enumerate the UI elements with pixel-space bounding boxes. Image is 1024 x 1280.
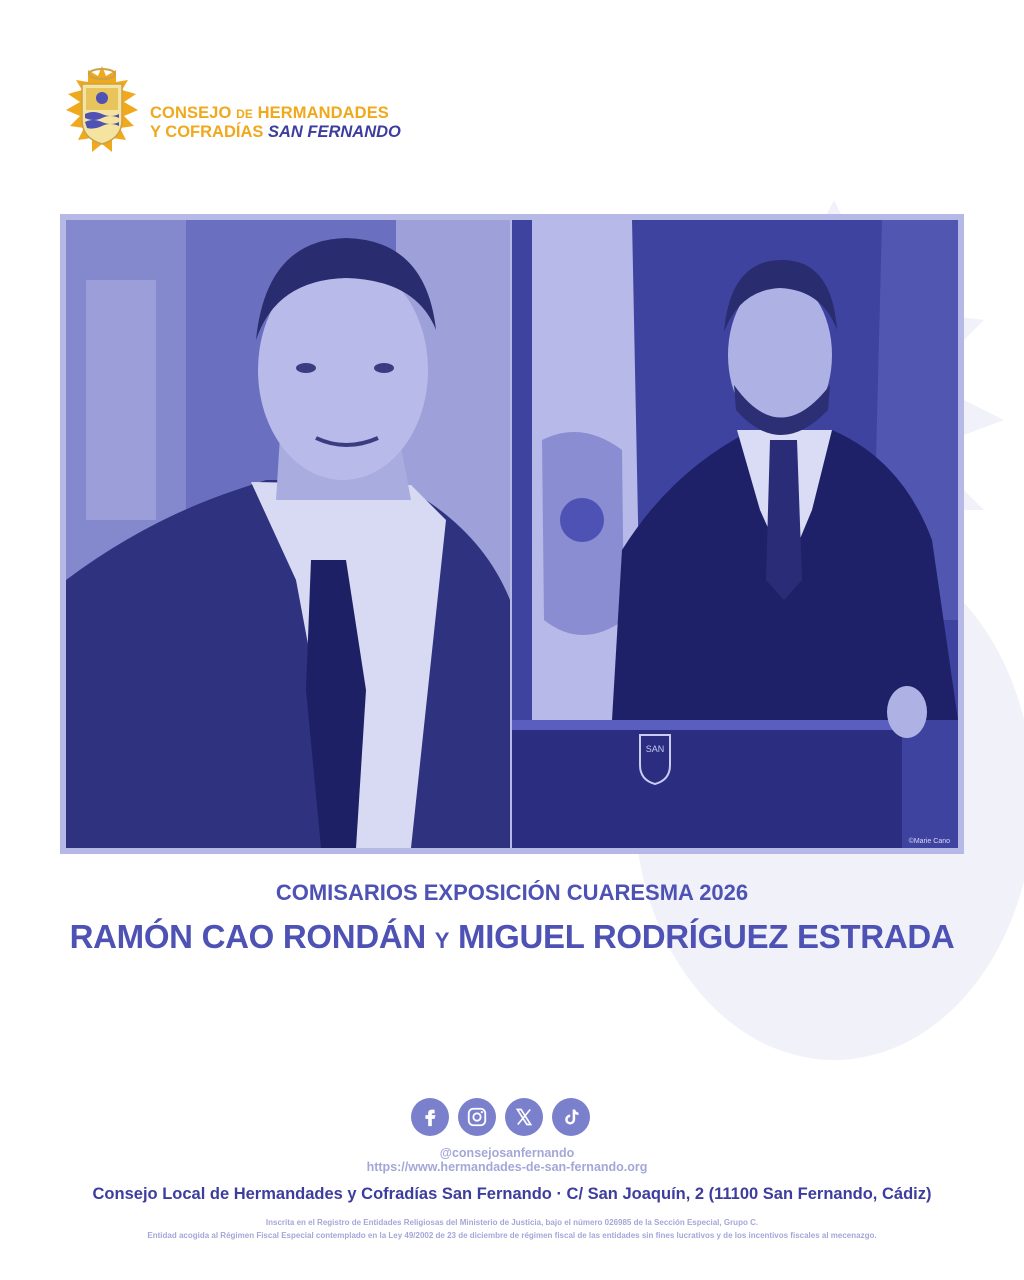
logo-text-cofradias: Y COFRADÍAS xyxy=(150,123,264,141)
portrait-left xyxy=(66,220,510,848)
curators-title xyxy=(0,918,1024,956)
x-icon[interactable] xyxy=(505,1098,543,1136)
curator-name-2: MIGUEL RODRÍGUEZ ESTRADA xyxy=(458,918,955,955)
curator-name-1: RAMÓN CAO RONDÁN xyxy=(69,918,426,955)
instagram-icon[interactable] xyxy=(458,1098,496,1136)
portrait-left-image xyxy=(66,220,510,848)
website-link[interactable]: https://www.hermandades-de-san-fernando.org xyxy=(366,1160,648,1174)
logo-text-san-fernando: SAN FERNANDO xyxy=(267,123,401,141)
title-connector: Y xyxy=(434,928,450,953)
social-icons xyxy=(411,1098,590,1136)
logo-text-hermandades: HERMANDADES xyxy=(257,104,389,122)
facebook-icon[interactable] xyxy=(411,1098,449,1136)
photo-credit: ©Marie Cano xyxy=(908,838,950,845)
photo-frame xyxy=(60,214,964,854)
portrait-right xyxy=(512,220,958,848)
council-logo-text xyxy=(150,104,401,141)
social-handle[interactable]: @consejosanfernando xyxy=(439,1146,575,1160)
logo-text-de: DE xyxy=(236,107,253,121)
council-address: Consejo Local de Hermandades y Cofradías San Fernando · C/ San Joaquín, 2 (11100 San Fernando, Cádiz) xyxy=(92,1185,932,1203)
legal-registry-note: Inscrita en el Registro de Entidades Religiosas del Ministerio de Justicia, bajo el número 026985 de la Sección Especial, Grupo C. xyxy=(265,1218,759,1227)
tiktok-icon[interactable] xyxy=(552,1098,590,1136)
exhibition-subtitle: COMISARIOS EXPOSICIÓN CUARESMA 2026 xyxy=(275,880,749,905)
logo-text-consejo: CONSEJO xyxy=(150,104,232,122)
council-emblem-logo xyxy=(60,62,144,162)
portrait-right-image xyxy=(512,220,958,848)
legal-tax-note: Entidad acogida al Régimen Fiscal Especial contemplado en la Ley 49/2002 de 23 de diciembre de régimen fiscal de las entidades sin fines lucrativos y de los incentivos fiscales al mecenazgo. xyxy=(147,1231,877,1240)
lectern-emblem: SAN xyxy=(645,744,665,754)
